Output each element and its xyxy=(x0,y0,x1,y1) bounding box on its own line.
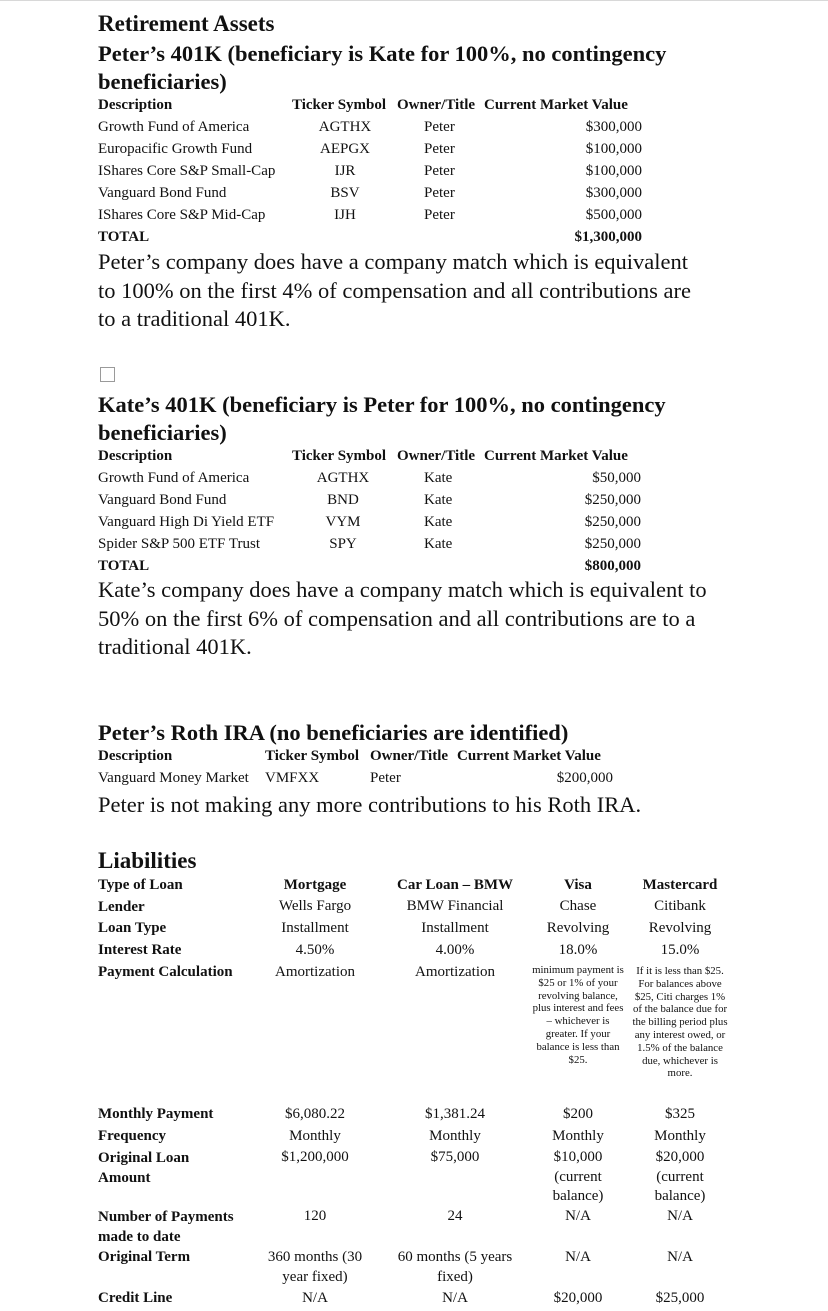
monthly-payment: $325 xyxy=(665,1106,695,1122)
credit-line: $20,000 xyxy=(553,1290,603,1306)
loan-type-name: Visa xyxy=(564,877,592,893)
col-ticker: Ticker Symbol xyxy=(292,97,387,113)
row-label-lender: Lender xyxy=(98,899,145,915)
loan-type-name: Car Loan – BMW xyxy=(397,877,513,893)
owner-cell: Kate xyxy=(424,514,453,530)
col-market-value: Current Market Value xyxy=(484,97,628,113)
row-label-original-loan: Original Loan Amount xyxy=(98,1150,190,1186)
lender: Citibank xyxy=(654,898,706,914)
monthly-payment: $1,381.24 xyxy=(425,1106,485,1122)
ticker-cell: BND xyxy=(327,492,359,508)
ticker-cell: AGTHX xyxy=(316,470,370,486)
payments-made: 24 xyxy=(447,1208,463,1224)
description-cell: Spider S&P 500 ETF Trust xyxy=(98,536,260,552)
owner-cell: Peter xyxy=(424,119,455,135)
ticker-cell: VMFXX xyxy=(265,770,320,786)
peter-roth-heading: Peter’s Roth IRA (no beneficiaries are identified) xyxy=(98,720,569,745)
owner-cell: Kate xyxy=(424,536,453,552)
monthly-payment: $6,080.22 xyxy=(285,1106,345,1122)
payments-made: 120 xyxy=(303,1208,327,1224)
ticker-cell: IJH xyxy=(334,207,356,223)
col-owner: Owner/Title xyxy=(397,97,476,113)
col-owner: Owner/Title xyxy=(370,748,449,764)
value-cell: $250,000 xyxy=(584,492,641,508)
description-cell: Growth Fund of America xyxy=(98,119,250,135)
original-term: N/A xyxy=(565,1249,591,1265)
interest-rate: 18.0% xyxy=(558,942,598,958)
ticker-cell: VYM xyxy=(325,514,361,530)
payment-calculation: If it is less than $25. For balances above $25, Citi charges 1% of the balance due for the billing period plus any interest owed, or 1.5% of the balance due, whichever is more. xyxy=(632,965,728,1080)
credit-line: N/A xyxy=(302,1290,328,1306)
retirement-assets-title: Retirement Assets xyxy=(98,11,275,36)
monthly-payment: $200 xyxy=(563,1106,593,1122)
lender: BMW Financial xyxy=(406,898,504,914)
loan-type: Revolving xyxy=(648,920,712,936)
col-ticker: Ticker Symbol xyxy=(292,448,387,464)
description-cell: Europacific Growth Fund xyxy=(98,141,253,157)
interest-rate: 15.0% xyxy=(660,942,700,958)
lender: Wells Fargo xyxy=(278,898,352,914)
row-label-payment-calculation: Payment Calculation xyxy=(98,964,233,980)
frequency: Monthly xyxy=(654,1128,706,1144)
row-label-type: Type of Loan xyxy=(98,877,183,893)
col-owner: Owner/Title xyxy=(397,448,476,464)
value-cell: $300,000 xyxy=(585,185,642,201)
owner-cell: Kate xyxy=(424,470,453,486)
value-cell: $50,000 xyxy=(592,470,641,486)
row-label-payments-made: Number of Payments made to date xyxy=(98,1209,234,1245)
owner-cell: Peter xyxy=(424,163,455,179)
value-cell: $250,000 xyxy=(584,514,641,530)
kate-401k-note: Kate’s company does have a company match which is equivalent to 50% on the first 6% of compensation and all contributions are to a traditional 401K. xyxy=(98,577,707,659)
value-cell: $200,000 xyxy=(556,770,613,786)
total-value: $1,300,000 xyxy=(574,229,642,245)
liabilities-title: Liabilities xyxy=(98,848,197,873)
ticker-cell: IJR xyxy=(334,163,356,179)
value-cell: $500,000 xyxy=(585,207,642,223)
description-cell: Growth Fund of America xyxy=(98,470,250,486)
top-divider xyxy=(0,0,828,1)
col-market-value: Current Market Value xyxy=(457,748,601,764)
loan-type: Installment xyxy=(281,920,349,936)
ticker-cell: AGTHX xyxy=(318,119,372,135)
ticker-cell: BSV xyxy=(330,185,360,201)
original-term: 360 months (30 year fixed) xyxy=(267,1249,363,1285)
payments-made: N/A xyxy=(667,1208,693,1224)
total-label: TOTAL xyxy=(98,229,150,245)
loan-type-name: Mastercard xyxy=(642,877,718,893)
col-ticker: Ticker Symbol xyxy=(265,748,360,764)
original-loan: $20,000 (current balance) xyxy=(654,1149,706,1204)
row-label-credit-line: Credit Line xyxy=(98,1290,173,1306)
description-cell: Vanguard Bond Fund xyxy=(98,185,227,201)
interest-rate: 4.00% xyxy=(435,942,475,958)
owner-cell: Peter xyxy=(424,185,455,201)
col-market-value: Current Market Value xyxy=(484,448,628,464)
peter-401k-note: Peter’s company does have a company match which is equivalent to 100% on the first 4% of compensation and all contributions are to a traditional 401K. xyxy=(98,249,691,331)
interest-rate: 4.50% xyxy=(295,942,335,958)
description-cell: Vanguard Bond Fund xyxy=(98,492,227,508)
description-cell: IShares Core S&P Small-Cap xyxy=(98,163,276,179)
payment-calculation: minimum payment is $25 or 1% of your revolving balance, plus interest and fees – whichever is greater. If your balance is less than $25. xyxy=(532,964,624,1066)
frequency: Monthly xyxy=(552,1128,604,1144)
loan-type: Revolving xyxy=(546,920,610,936)
peter-roth-note: Peter is not making any more contributions to his Roth IRA. xyxy=(98,792,642,817)
value-cell: $100,000 xyxy=(585,141,642,157)
ticker-cell: SPY xyxy=(329,536,357,552)
loan-type: Installment xyxy=(421,920,489,936)
payments-made: N/A xyxy=(565,1208,591,1224)
col-description: Description xyxy=(98,448,173,464)
peter-401k-heading: Peter’s 401K (beneficiary is Kate for 100%, no contingency beneficiaries) xyxy=(98,41,667,94)
checkbox[interactable] xyxy=(100,367,115,382)
ticker-cell: AEPGX xyxy=(319,141,370,157)
owner-cell: Peter xyxy=(424,141,455,157)
payment-calculation: Amortization xyxy=(415,964,495,980)
payment-calculation: Amortization xyxy=(275,964,355,980)
col-description: Description xyxy=(98,97,173,113)
row-label-loan-type: Loan Type xyxy=(98,920,167,936)
description-cell: IShares Core S&P Mid-Cap xyxy=(98,207,266,223)
value-cell: $300,000 xyxy=(585,119,642,135)
owner-cell: Peter xyxy=(424,207,455,223)
credit-line: $25,000 xyxy=(655,1290,705,1306)
row-label-frequency: Frequency xyxy=(98,1128,167,1144)
owner-cell: Peter xyxy=(370,770,401,786)
col-description: Description xyxy=(98,748,173,764)
original-loan: $75,000 xyxy=(430,1149,480,1165)
credit-line: N/A xyxy=(442,1290,468,1306)
frequency: Monthly xyxy=(289,1128,341,1144)
original-loan: $10,000 (current balance) xyxy=(552,1149,604,1204)
value-cell: $100,000 xyxy=(585,163,642,179)
frequency: Monthly xyxy=(429,1128,481,1144)
description-cell: Vanguard High Di Yield ETF xyxy=(98,514,275,530)
loan-type-name: Mortgage xyxy=(283,877,347,893)
original-term: N/A xyxy=(667,1249,693,1265)
value-cell: $250,000 xyxy=(584,536,641,552)
row-label-original-term: Original Term xyxy=(98,1249,191,1265)
original-loan: $1,200,000 xyxy=(281,1149,349,1165)
description-cell: Vanguard Money Market xyxy=(98,770,249,786)
row-label-interest-rate: Interest Rate xyxy=(98,942,182,958)
owner-cell: Kate xyxy=(424,492,453,508)
kate-401k-heading: Kate’s 401K (beneficiary is Peter for 100%, no contingency beneficiaries) xyxy=(98,392,666,445)
original-term: 60 months (5 years fixed) xyxy=(397,1249,513,1285)
lender: Chase xyxy=(559,898,597,914)
total-value: $800,000 xyxy=(584,558,641,574)
row-label-monthly-payment: Monthly Payment xyxy=(98,1106,214,1122)
total-label: TOTAL xyxy=(98,558,150,574)
